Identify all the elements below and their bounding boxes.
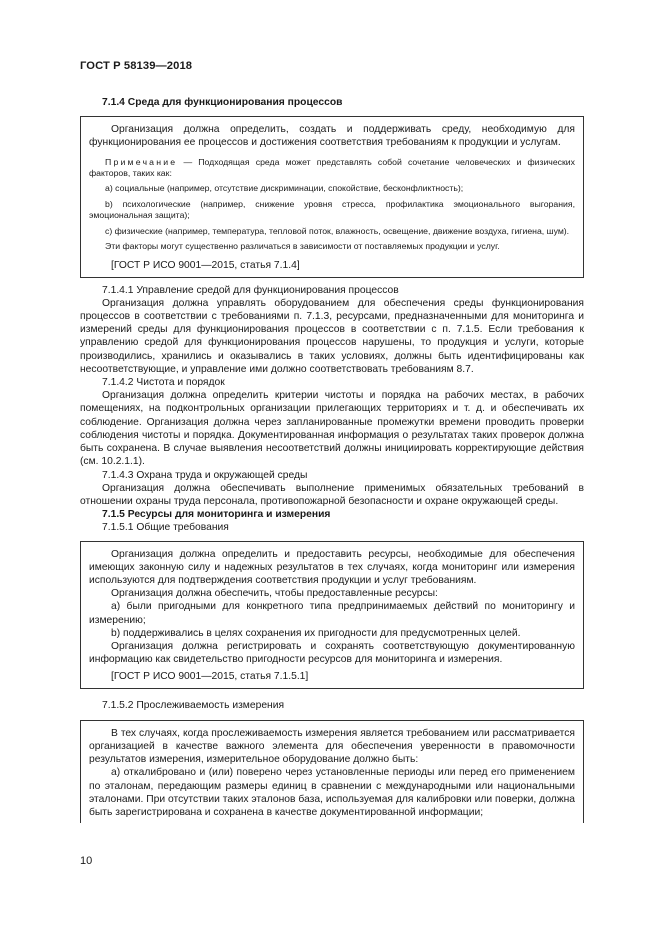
- page-number: 10: [80, 855, 93, 867]
- title-7-1-4-3: 7.1.4.3 Охрана труда и окружающей среды: [102, 469, 308, 481]
- box-reference: [ГОСТ Р ИСО 9001—2015, статья 7.1.4]: [111, 260, 300, 272]
- title-7-1-4-2: 7.1.4.2 Чистота и порядок: [102, 377, 225, 389]
- text-7-1-4-3: Организация должна обеспечивать выполнение применимых обязательных требований в отношении охраны труда персонала, противопожарной безопасности и охране окружающей среды.: [80, 482, 584, 507]
- note-end: Эти факторы могут существенно различаться в зависимости от поставляемых продукции и услуг.: [105, 241, 500, 252]
- note-item-b: b) психологические (например, снижение уровня стресса, профилактика эмоционального выгорания, эмоциональная защита);: [89, 198, 575, 221]
- box-7-1-5-1-p1: Организация должна определить и предоставить ресурсы, необходимые для обеспечения имеющих законную силу и надежных результатов в тех случаях, когда мониторинг или измерения используются для подтверждения соответствия продукции и услуг требованиям.: [89, 548, 575, 586]
- page-content: [80, 96, 584, 823]
- quote-box-7-1-5-2: [80, 720, 584, 823]
- box-7-1-5-1-item-a: а) были пригодными для конкретного типа предпринимаемых действий по мониторингу и измерению;: [89, 601, 575, 626]
- quote-box-7-1-4: [80, 116, 584, 277]
- box-7-1-5-1-item-b: b) поддерживались в целях сохранения их пригодности для предусмотренных целей.: [111, 627, 521, 639]
- box-7-1-5-1-p2: Организация должна обеспечить, чтобы предоставленные ресурсы:: [111, 588, 438, 600]
- note-label: Примечание: [105, 156, 178, 167]
- box-intro: Организация должна определить, создать и поддерживать среду, необходимую для функционирования ее процессов и достижения соответствия требованиям к продукции и услугам.: [89, 124, 575, 149]
- note-item-a: а) социальные (например, отсутствие дискриминации, спокойствие, бесконфликтность);: [105, 183, 464, 194]
- box-7-1-5-1-p3: Организация должна регистрировать и сохранять соответствующую документированную информацию как свидетельство пригодности ресурсов для мониторинга и измерения.: [89, 640, 575, 666]
- standard-header: ГОСТ Р 58139—2018: [80, 60, 193, 72]
- title-7-1-5-2: 7.1.5.2 Прослеживаемость измерения: [102, 699, 285, 711]
- note-item-c: с) физические (например, температура, тепловой поток, влажность, освещение, движение воздуха, гигиена, шум).: [105, 225, 570, 236]
- text-7-1-4-1: Организация должна управлять оборудованием для обеспечения среды функционирования процессов в соответствии с требованиями п. 7.1.3, ресурсами, предназначенными для мониторинга и измерений среды для функционирования процессов в соответствии с п. 7.1.5. Если требования к управлению средой для функционирования процессов нарушены, то продукция и услуги, которые производились, хранились и оказывались в таких условиях, должны быть идентифицированы как несоответствующие, и управление ими должно соответствовать требованиям 8.7.: [80, 297, 584, 375]
- heading-7-1-5: 7.1.5 Ресурсы для мониторинга и измерения: [102, 509, 331, 521]
- title-7-1-4-1: 7.1.4.1 Управление средой для функционирования процессов: [102, 284, 399, 296]
- note-paragraph: [89, 157, 575, 180]
- title-7-1-5-1: 7.1.5.1 Общие требования: [102, 522, 229, 534]
- box-7-1-5-2-p1: В тех случаях, когда прослеживаемость измерения является требованием или рассматривается организацией в качестве важного элемента для обеспечения уверенности в правомочности результатов измерения, измерительное оборудование должно быть:: [89, 727, 575, 766]
- heading-7-1-4: 7.1.4 Среда для функционирования процессов: [102, 97, 343, 108]
- quote-box-7-1-5-1: [80, 541, 584, 689]
- note-text: — Подходящая среда может представлять собой сочетание человеческих и физических факторов, таких как:: [89, 156, 575, 179]
- box-7-1-5-2-item-a: а) откалибровано и (или) поверено через установленные периоды или перед его применением по эталонам, передающим размеры единиц в сравнении с международными или национальными эталонами. При отсутствии таких эталонов база, используемая для калибровки или поверки, должна быть зарегистрирована и сохранена в качестве документированной информации;: [89, 767, 575, 818]
- box-7-1-5-1-reference: [ГОСТ Р ИСО 9001—2015, статья 7.1.5.1]: [111, 671, 309, 683]
- text-7-1-4-2: Организация должна определить критерии чистоты и порядка на рабочих местах, в рабочих помещениях, на подконтрольных организации прилегающих территориях и т. д. и обеспечивать их соблюдение. Организация должна через запланированные промежутки времени проводить проверки соблюдения чистоты и порядка. Документированная информация о результатах таких проверок должна быть сохранена. В случае выявления несоответствий должны инициировать корректирующие действия (см. 10.2.1.1).: [80, 390, 584, 468]
